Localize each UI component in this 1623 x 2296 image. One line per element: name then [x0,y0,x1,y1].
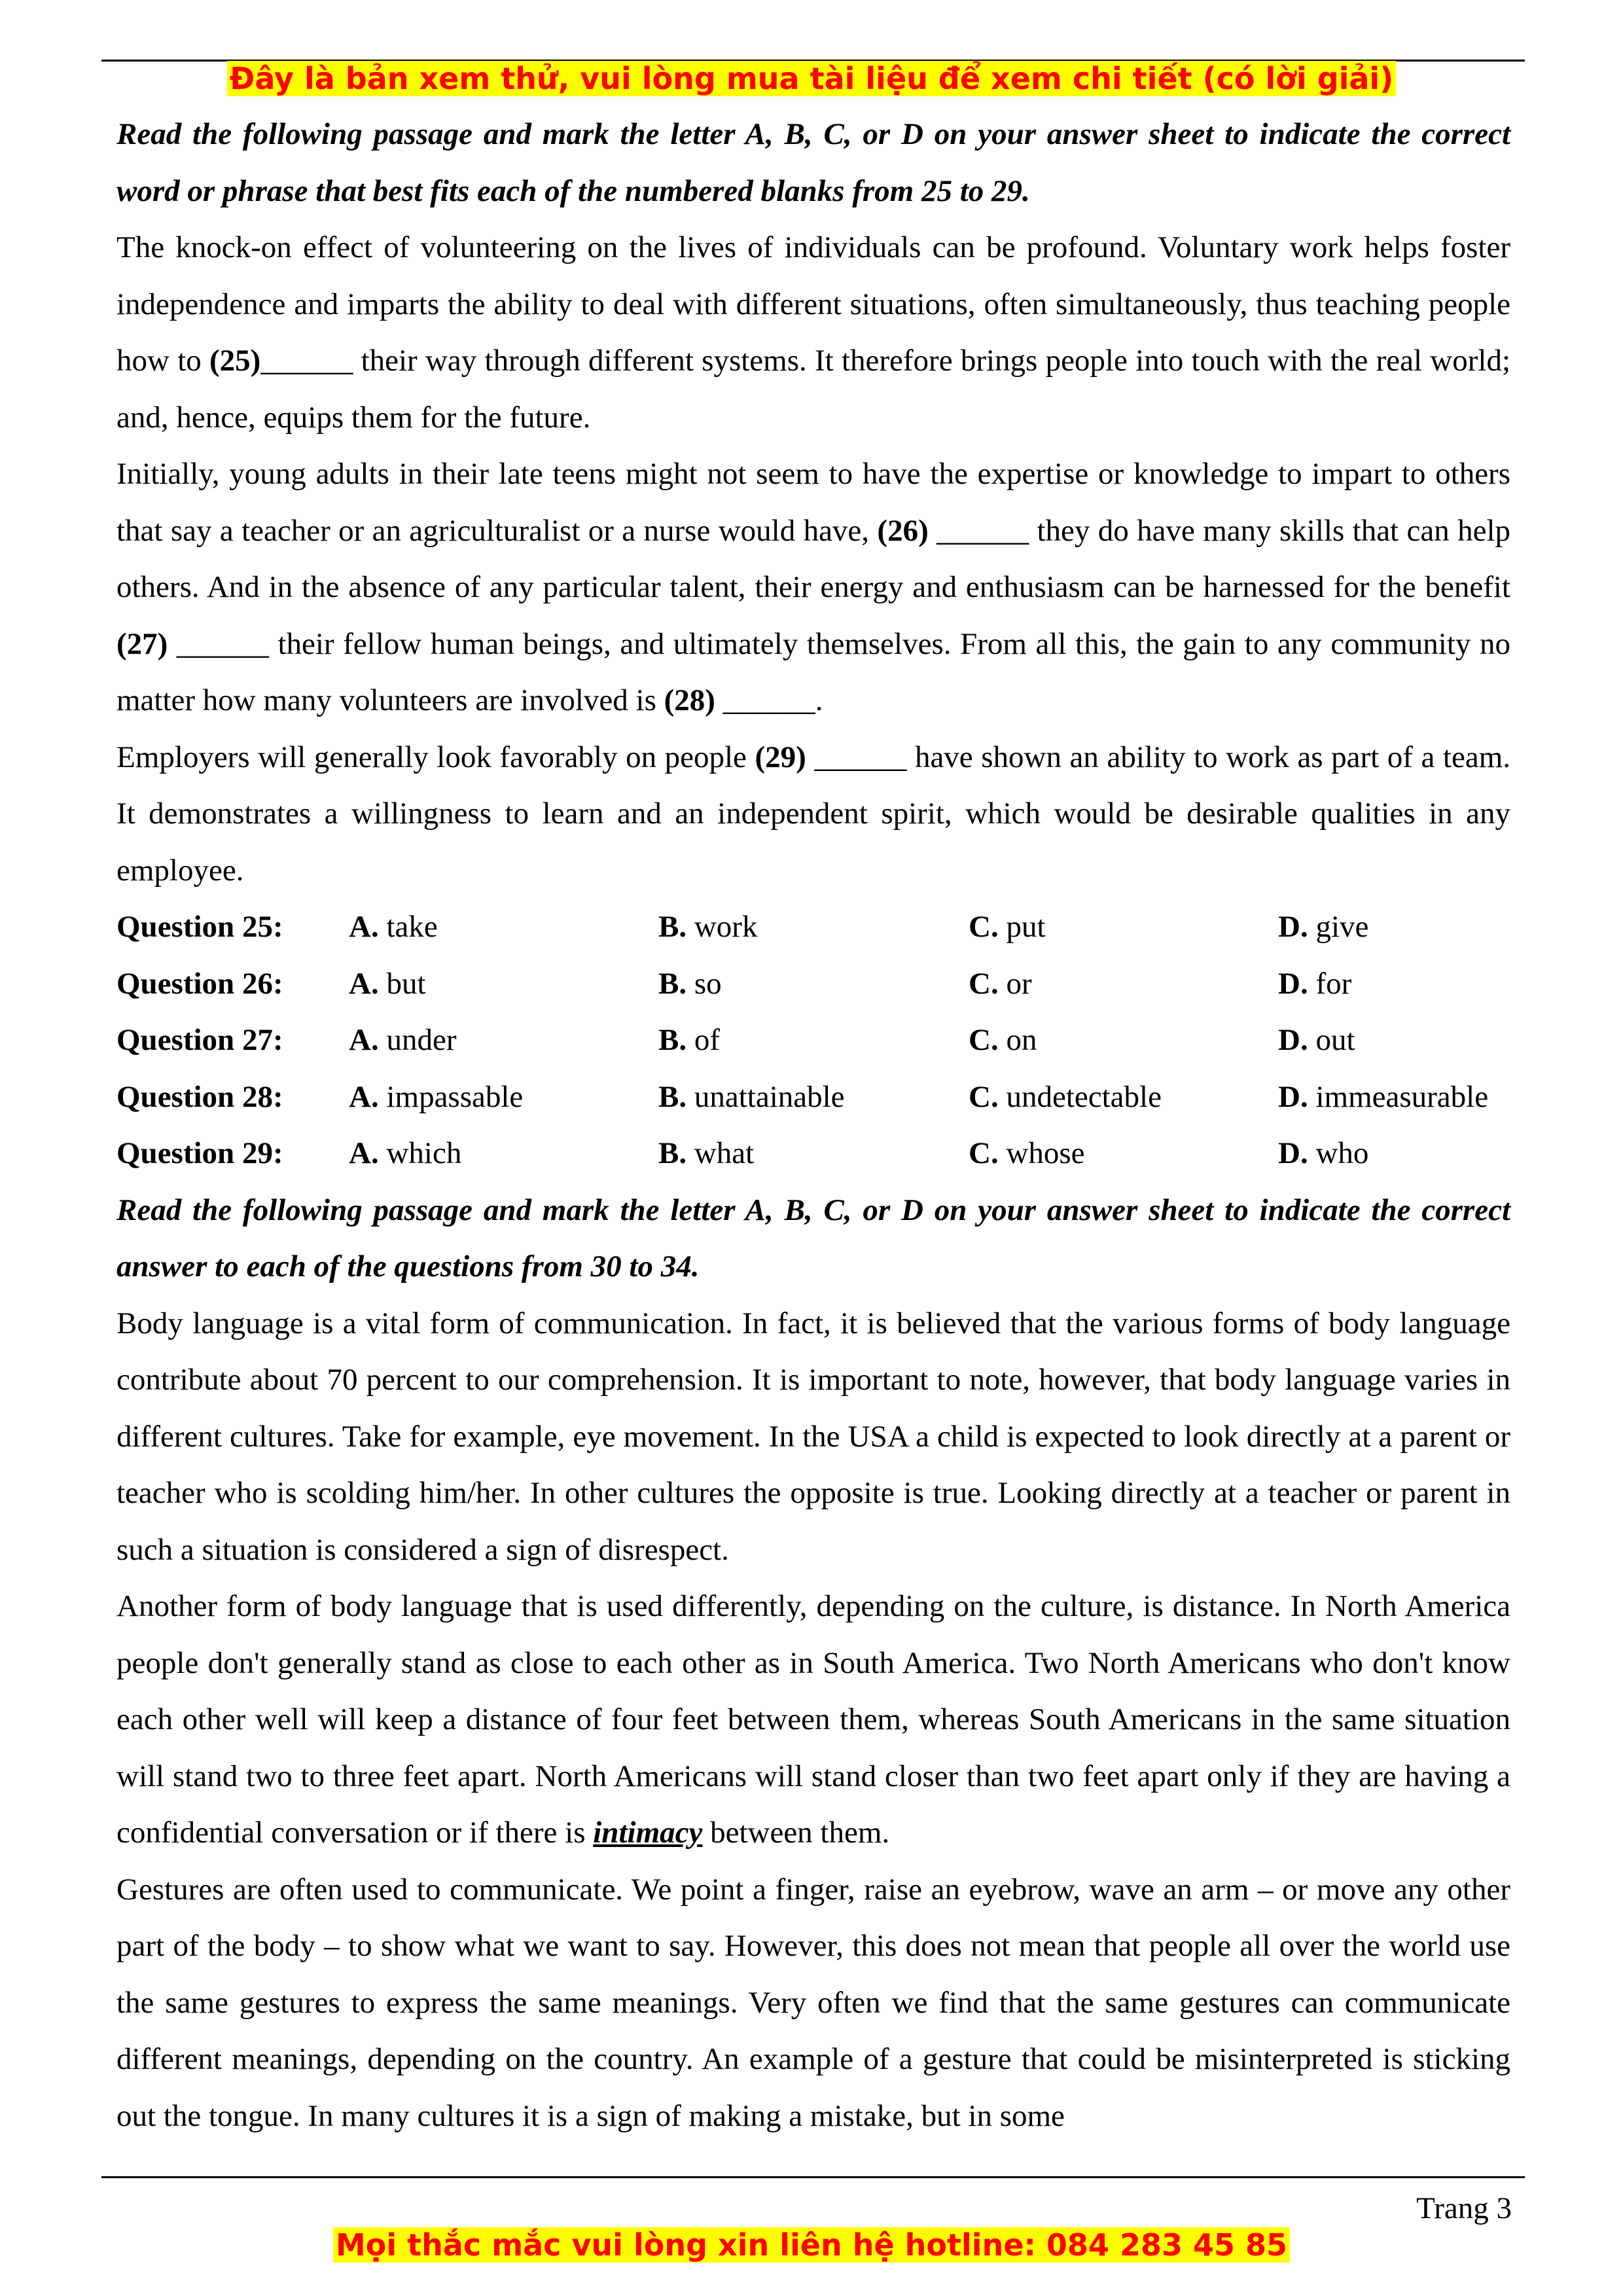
option-c: C. put [969,910,1046,944]
blank-25: (25) [209,344,261,378]
option-d: D. immeasurable [1278,1079,1489,1114]
passage1-paragraph-2: Initially, young adults in their late teens might not seem to have the expertise or knowledge to impart to others that say a teacher or an agriculturalist or a nurse would have, (26) ______ they do have many skills that can help others. And in the absence of any particular talent, their energy and enthusiasm can be harnessed for the benefit (27) ______ their fellow human beings, and ultimately themselves. From all this, the gain to any community no matter how many volunteers are involved is (28) ______. [116,457,1511,717]
option-c: C. whose [969,1136,1085,1170]
passage2-paragraph-1: Body language is a vital form of communication. In fact, it is believed that the various forms of body language contribute about 70 percent to our comprehension. It is important to note, however, that body language varies in different cultures. Take for example, eye movement. In the USA a child is expected to look directly at a parent or teacher who is scolding him/her. In other cultures the opposite is true. Looking directly at a teacher or parent in such a situation is considered a sign of disrespect. [116,1306,1510,1567]
option-a: A. which [349,1136,462,1170]
option-c: C. undetectable [969,1079,1162,1114]
blank-26: (26) [877,513,929,548]
option-b: B. so [658,966,722,1001]
option-b: B. unattainable [658,1079,845,1114]
option-c: C. on [969,1023,1037,1057]
question-row-29 [116,1125,1510,1182]
question-row-25 [116,899,1510,956]
question-row-26 [116,956,1510,1013]
page-content [116,106,1510,2144]
passage1-paragraph-3: Employers will generally look favorably on people (29) ______ have shown an ability to work as part of a team. It demonstrates a willingness to learn and an independent spirit, which would be desirable qualities in any employee. [116,740,1511,888]
option-a: A. but [349,966,426,1001]
option-d: D. out [1278,1023,1355,1057]
preview-notice: Đây là bản xem thử, vui lòng mua tài liệu để xem chi tiết (có lời giải) [0,59,1623,98]
question-label: Question 29: [116,1136,283,1170]
question-label: Question 26: [116,966,283,1001]
section2-instruction: Read the following passage and mark the letter A, B, C, or D on your answer sheet to indicate the correct answer to each of the questions from 30 to 34. [116,1193,1510,1283]
option-b: B. of [658,1023,721,1057]
blank-27: (27) [116,626,168,661]
passage1-paragraph-1: The knock-on effect of volunteering on the lives of individuals can be profound. Voluntary work helps foster independence and imparts the ability to deal with different situations, often simultaneously, thus teaching people how to (25)______ their way through different systems. It therefore brings people into touch with the real world; and, hence, equips them for the future. [116,230,1511,435]
option-b: B. work [658,910,758,944]
underlined-word-intimacy: intimacy [593,1816,703,1850]
passage2-paragraph-2: Another form of body language that is used differently, depending on the culture, is distance. In North America people don't generally stand as close to each other as in South America. Two North Americans who don't know each other well will keep a distance of four feet between them, whereas South Americans in the same situation will stand two to three feet apart. North Americans will stand closer than two feet apart only if they are having a confidential conversation or if there is intimacy between them. [116,1589,1510,1850]
question-list [116,899,1510,1182]
passage2-paragraph-3: Gestures are often used to communicate. We point a finger, raise an eyebrow, wave an arm – or move any other part of the body – to show what we want to say. However, this does not mean that people all over the world use the same gestures to express the same meanings. Very often we find that the same gestures can communicate different meanings, depending on the country. An example of a gesture that could be misinterpreted is sticking out the tongue. In many cultures it is a sign of making a mistake, but in some [116,1872,1510,2133]
hotline-notice: Mọi thắc mắc vui lòng xin liên hệ hotline: 084 283 45 85 [0,2225,1623,2265]
blank-29: (29) [755,740,806,774]
option-d: D. who [1278,1136,1369,1170]
option-b: B. what [658,1136,755,1170]
question-label: Question 28: [116,1079,283,1114]
question-row-27 [116,1012,1510,1069]
section1-instruction: Read the following passage and mark the letter A, B, C, or D on your answer sheet to indicate the correct word or phrase that best fits each of the numbered blanks from 25 to 29. [116,117,1510,208]
question-label: Question 25: [116,910,283,944]
page-number: Trang 3 [1416,2191,1512,2225]
option-c: C. or [969,966,1032,1001]
option-d: D. for [1278,966,1352,1001]
option-a: A. take [349,910,438,944]
option-a: A. impassable [349,1079,524,1114]
question-row-28 [116,1069,1510,1126]
footer-rule [101,2176,1525,2178]
blank-28: (28) [664,683,715,717]
option-a: A. under [349,1023,457,1057]
question-label: Question 27: [116,1023,283,1057]
option-d: D. give [1278,910,1369,944]
